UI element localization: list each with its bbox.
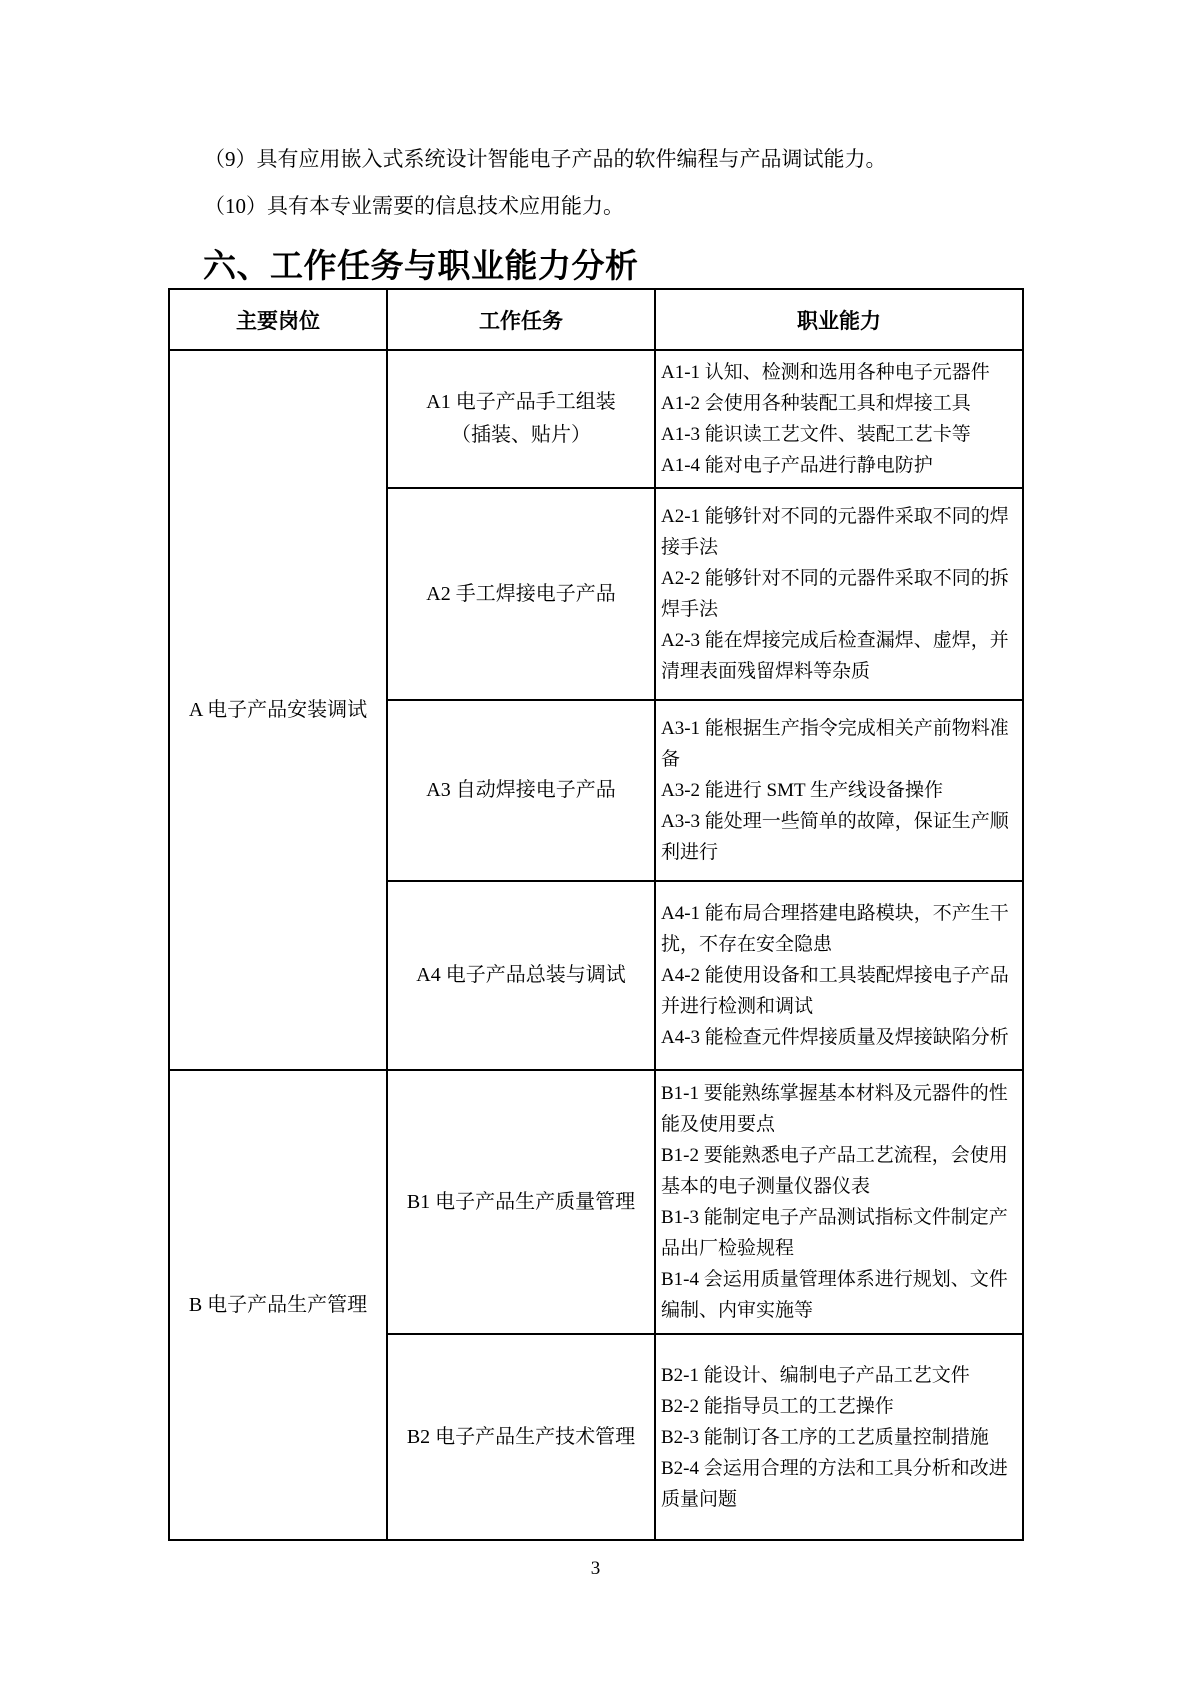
ability-item: B1-2 要能熟悉电子产品工艺流程，会使用基本的电子测量仪器仪表 [661,1145,1008,1197]
task-line: A2 手工焊接电子产品 [426,582,616,605]
task-line: A1 电子产品手工组装 [426,391,616,413]
task-cell-a3 [387,700,655,881]
ability-item: A4-3 能检查元件焊接质量及焊接缺陷分析 [661,1027,1009,1048]
ability-item: B1-4 会运用质量管理体系进行规划、文件编制、内审实施等 [661,1269,1008,1321]
ability-item: B2-1 能设计、编制电子产品工艺文件 [661,1364,970,1386]
task-line: B1 电子产品生产质量管理 [406,1190,636,1213]
ability-item: B1-3 能制定电子产品测试指标文件制定产品出厂检验规程 [661,1207,1008,1259]
task-line: B2 电子产品生产技术管理 [406,1425,636,1448]
abilities-cell-b2 [655,1334,1023,1540]
abilities-cell-a3 [655,700,1023,881]
ability-item: A4-1 能布局合理搭建电路模块，不产生干扰，不存在安全隐患 [661,903,1009,955]
task-cell-a4 [387,881,655,1070]
header-professional-ability: 职业能力 [655,289,1023,350]
position-cell-a: A 电子产品安装调试 [169,350,387,1070]
intro-list [0,0,1191,220]
abilities-cell-a1 [655,350,1023,488]
ability-item: A3-2 能进行 SMT 生产线设备操作 [661,780,944,801]
task-line: A4 电子产品总装与调试 [416,964,626,986]
abilities-cell-a2 [655,488,1023,700]
table-row-b1 [169,1070,1023,1334]
ability-item: B2-2 能指导员工的工艺操作 [661,1395,894,1417]
ability-item: A3-1 能根据生产指令完成相关产前物料准备 [661,718,1009,770]
task-ability-table [168,288,1024,1541]
ability-item: A1-2 会使用各种装配工具和焊接工具 [661,393,971,414]
ability-item: A2-3 能在焊接完成后检查漏焊、虚焊，并清理表面残留焊料等杂质 [661,630,1009,682]
section-heading: 六、工作任务与职业能力分析 [203,247,639,284]
ability-item: A4-2 能使用设备和工具装配焊接电子产品并进行检测和调试 [661,965,1009,1017]
task-cell-a1 [387,350,655,488]
ability-item: B2-4 会运用合理的方法和工具分析和改进质量问题 [661,1457,1008,1510]
abilities-cell-a4 [655,881,1023,1070]
task-cell-b1 [387,1070,655,1334]
intro-item-9: （9）具有应用嵌入式系统设计智能电子产品的软件编程与产品调试能力。 [204,147,887,171]
ability-item: A1-1 认知、检测和选用各种电子元器件 [661,362,990,383]
ability-item: A1-4 能对电子产品进行静电防护 [661,455,933,476]
position-cell-b: B 电子产品生产管理 [169,1070,387,1540]
page-number: 3 [590,1558,601,1579]
table-header-row [169,289,1023,350]
table-row-a1 [169,350,1023,488]
header-work-task: 工作任务 [387,289,655,350]
ability-item: A3-3 能处理一些简单的故障，保证生产顺利进行 [661,811,1009,863]
ability-item: B2-3 能制订各工序的工艺质量控制措施 [661,1426,989,1448]
header-main-position: 主要岗位 [169,289,387,350]
ability-item: A2-1 能够针对不同的元器件采取不同的焊接手法 [661,506,1009,558]
task-cell-a2 [387,488,655,700]
abilities-cell-b1 [655,1070,1023,1334]
task-line: A3 自动焊接电子产品 [426,779,616,801]
task-cell-b2 [387,1334,655,1540]
ability-item: B1-1 要能熟练掌握基本材料及元器件的性能及使用要点 [661,1083,1008,1135]
intro-item-10: （10）具有本专业需要的信息技术应用能力。 [204,194,624,218]
ability-item: A2-2 能够针对不同的元器件采取不同的拆焊手法 [661,568,1009,620]
task-line: （插装、贴片） [451,424,591,446]
ability-item: A1-3 能识读工艺文件、装配工艺卡等 [661,424,971,445]
